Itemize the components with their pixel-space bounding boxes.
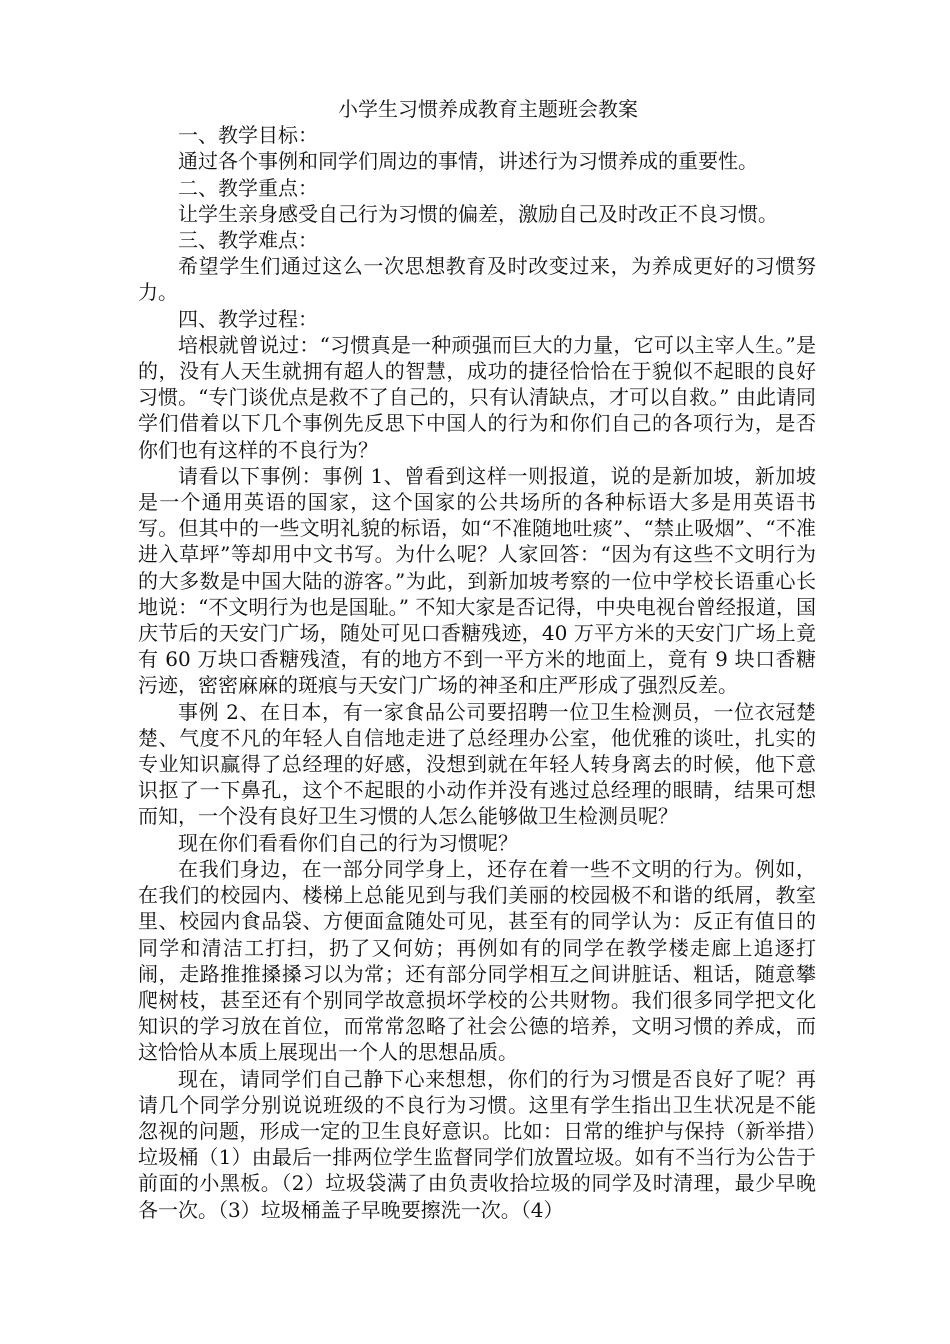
body-paragraph: 现在，请同学们自己静下心来想想，你们的行为习惯是否良好了呢？再请几个同学分别说说班级的不良行为习惯。这里有学生指出卫生状况是不能忽视的问题，形成一定的卫生良好意识。比如：日常的维护与保持（新举措）垃圾桶（1）由最后一排两位学生监督同学们放置垃圾。如有不当行为公告于前面的小黑板。（2）垃圾袋满了由负责收拾垃圾的同学及时清理，最少早晚各一次。（3）垃圾桶盖子早晚要擦洗一次。（4） bbox=[138, 1066, 816, 1222]
section-heading: 二、教学重点： bbox=[178, 175, 318, 200]
section-heading: 一、教学目标： bbox=[178, 123, 318, 148]
body-paragraph: 通过各个事例和同学们周边的事情，讲述行为习惯养成的重要性。 bbox=[178, 149, 758, 174]
body-paragraph: 在我们身边，在一部分同学身上，还存在着一些不文明的行为。例如，在我们的校园内、楼梯上总能见到与我们美丽的校园极不和谐的纸屑，教室里、校园内食品袋、方便面盒随处可见，甚至有的同学认为：反正有值日的同学和清洁工打扫，扔了又何妨；再例如有的同学在教学楼走廊上追逐打闹，走路推推搡搡习以为常；还有部分同学相互之间讲脏话、粗话，随意攀爬树枝，甚至还有个别同学故意损坏学校的公共财物。我们很多同学把文化知识的学习放在首位，而常常忽略了社会公德的培养，文明习惯的养成，而这恰恰从本质上展现出一个人的思想品质。 bbox=[138, 856, 816, 1065]
section-heading: 三、教学难点： bbox=[178, 228, 318, 253]
body-paragraph: 希望学生们通过这么一次思想教育及时改变过来，为养成更好的习惯努力。 bbox=[138, 254, 816, 305]
body-paragraph: 请看以下事例：事例 1、曾看到这样一则报道，说的是新加坡，新加坡是一个通用英语的国家，这个国家的公共场所的各种标语大多是用英语书写。但其中的一些文明礼貌的标语，如“不准随地吐痰”、“禁止吸烟”、“不准进入草坪”等却用中文书写。为什么呢？人家回答：“因为有这些不文明行为的大多数是中国大陆的游客。”为此，到新加坡考察的一位中学校长语重心长地说：“不文明行为也是国耻。” 不知大家是否记得，中央电视台曾经报道，国庆节后的天安门广场，随处可见口香糖残迹，40 万平方米的天安门广场上竟有 60 万块口香糖残渣，有的地方不到一平方米的地面上，竟有 9 块口香糖污迹，密密麻麻的斑痕与天安门广场的神圣和庄严形成了强烈反差。 bbox=[138, 463, 816, 698]
body-paragraph: 培根就曾说过：“习惯真是一种顽强而巨大的力量，它可以主宰人生。”是的，没有人天生就拥有超人的智慧，成功的捷径恰恰在于貌似不起眼的良好习惯。“专门谈优点是救不了自己的，只有认清缺点，才可以自救。” 由此请同学们借着以下几个事例先反思下中国人的行为和你们自己的各项行为，是否你们也有这样的不良行为？ bbox=[138, 332, 816, 462]
document-body bbox=[138, 122, 816, 1223]
document-title: 小学生习惯养成教育主题班会教案 bbox=[338, 97, 638, 121]
body-paragraph: 让学生亲身感受自己行为习惯的偏差，激励自己及时改正不良习惯。 bbox=[178, 201, 778, 226]
body-paragraph: 现在你们看看你们自己的行为习惯呢？ bbox=[178, 830, 518, 855]
body-paragraph: 事例 2、在日本，有一家食品公司要招聘一位卫生检测员，一位衣冠楚楚、气度不凡的年轻人自信地走进了总经理办公室，他优雅的谈吐，扎实的专业知识赢得了总经理的好感，没想到就在年轻人转身离去的时候，他下意识抠了一下鼻孔，这个不起眼的小动作并没有逃过总经理的眼睛，结果可想而知，一个没有良好卫生习惯的人怎么能够做卫生检测员呢？ bbox=[138, 699, 816, 829]
document-page bbox=[138, 96, 816, 1223]
section-heading: 四、教学过程： bbox=[178, 306, 318, 331]
